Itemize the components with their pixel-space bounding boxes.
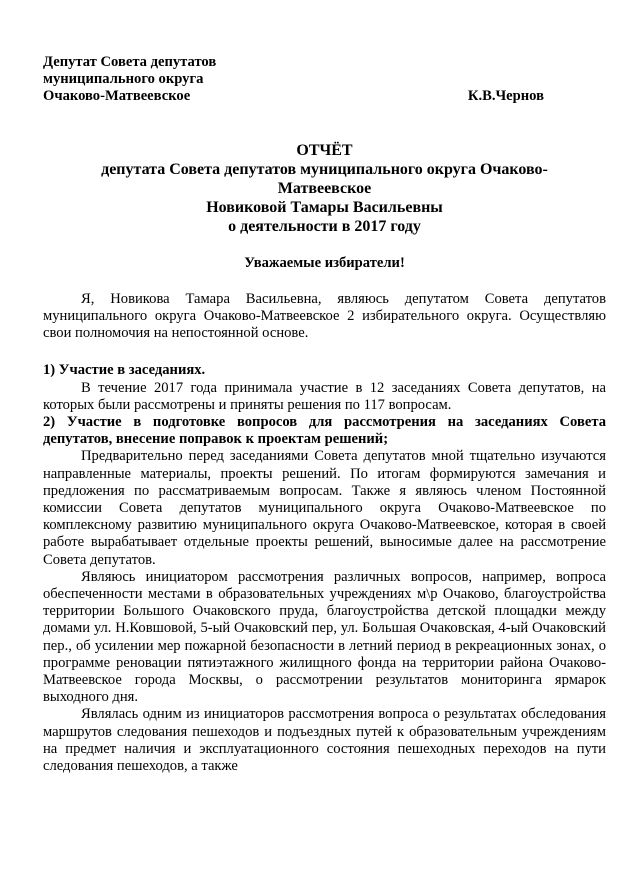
- header-line-1: Депутат Совета депутатов: [43, 54, 217, 70]
- title-line-3: Матвеевское: [277, 179, 372, 197]
- header-line-2: муниципального округа: [43, 71, 204, 88]
- title-line-1: ОТЧЁТ: [296, 141, 353, 159]
- title-line-4: Новиковой Тамары Васильевны: [206, 198, 443, 216]
- header-line-3: Очаково-Матвеевское: [43, 88, 191, 105]
- section-2-paragraph-2: Являюсь инициатором рассмотрения различных вопросов, например, вопроса обеспеченности местами в образовательных учреждениях м\р Очаково, благоустройства территории Большого Очаковского пруда, благоустройства детской площадки между домами ул. Н.Ковшовой, 5-ый Очаковский пер, ул. Большая Очаковская, 4-ый Очаковский пер., об усилении мер пожарной безопасности в летний период в рекреационных зонах, о программе реновации пятиэтажного жилищного фонда на территории района Очаково-Матвеевское города Москвы, о рассмотрении результатов мониторинга ярмарок выходного дня.: [43, 568, 606, 706]
- document-title: [43, 141, 606, 236]
- section-1-text: В течение 2017 года принимала участие в 12 заседаниях Совета депутатов, на которых были рассмотрены и приняты решения по 117 вопросам.: [43, 379, 606, 413]
- title-line-5: о деятельности в 2017 году: [228, 217, 421, 235]
- header-signature: К.В.Чернов: [467, 88, 544, 105]
- section-2-paragraph-3: Являлась одним из инициаторов рассмотрения вопроса о результатах обследования маршрутов следования пешеходов и подъездных путей к образовательным учреждениям на предмет наличия и эксплуатационного состояния пешеходных переходов на пути следования пешеходов, а также: [43, 706, 606, 775]
- title-line-2: депутата Совета депутатов муниципального округа Очаково-: [101, 160, 548, 178]
- section-2-heading: 2) Участие в подготовке вопросов для рассмотрения на заседаниях Совета депутатов, внесение поправок к проектам решений;: [43, 414, 606, 448]
- section-2-paragraph-1: Предварительно перед заседаниями Совета депутатов мной тщательно изучаются направленные материалы, проекты решений. По итогам формируются замечания и предложения по рассматриваемым вопросам. Также я являюсь членом Постоянной комиссии Совета депутатов муниципального округа Очаково-Матвеевское по комплексному развитию муниципального округа Очаково-Матвеевское, которая в своей работе вырабатывает отдельные проекты решений, выносимые далее на рассмотрение Совета депутатов.: [43, 448, 606, 568]
- greeting: Уважаемые избиратели!: [244, 254, 405, 271]
- document-header: [43, 54, 606, 106]
- intro-paragraph: Я, Новикова Тамара Васильевна, являюсь депутатом Совета депутатов муниципального округа Очаково-Матвеевское 2 избирательного округа. Осуществляю свои полномочия на непостоянной основе.: [43, 290, 606, 342]
- section-1-heading: 1) Участие в заседаниях.: [43, 362, 206, 379]
- header-row: [43, 88, 606, 105]
